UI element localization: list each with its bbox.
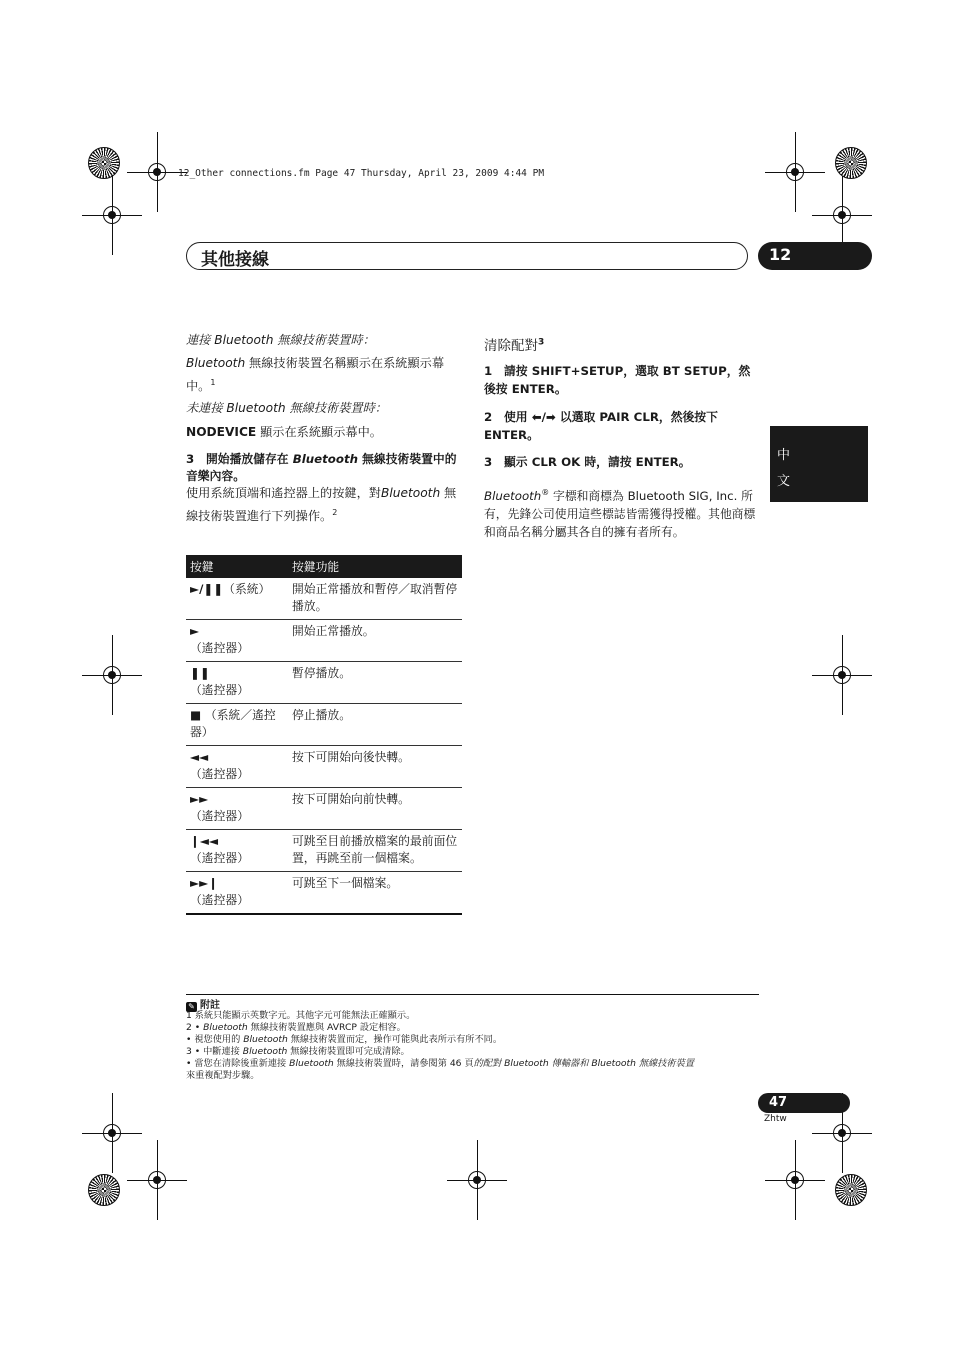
nodevice-line: NODEVICE 顯示在系統顯示幕中。 <box>186 425 382 439</box>
notes-divider <box>186 994 759 995</box>
table-row <box>186 620 462 662</box>
fast-forward-icon: ►► <box>190 792 209 806</box>
table-header-row <box>186 555 462 578</box>
table-cell-function: 按下可開始向後快轉。 <box>288 746 462 788</box>
page-title: 其他接線 <box>201 250 269 270</box>
connected-heading: 連接 Bluetooth 無線技術裝置時： <box>186 333 375 347</box>
print-wheel-mark <box>88 1174 120 1206</box>
table-cell-key: ►►❙ （遙控器） <box>186 872 288 915</box>
clear-pairing-heading: 清除配對$^3$ <box>484 337 545 354</box>
play-pause-icon: ►/❚❚ <box>190 582 224 596</box>
note-3-sub: • 當您在清除後重新連接 Bluetooth 無線技術裝置時，請參閱第 46 頁的配對 Bluetooth 傳輸器和 Bluetooth 無線技術裝置 <box>186 1058 694 1069</box>
notes-title: ✎ 附註 <box>186 996 220 1012</box>
note-2-sub: • 視您使用的 Bluetooth 無線技術裝置而定，操作可能與此表所示有所不同。 <box>186 1034 503 1045</box>
connected-body: Bluetooth 無線技術裝置名稱顯示在系統顯示幕中。$^1$ <box>186 356 445 394</box>
print-wheel-mark <box>835 147 867 179</box>
page-number: 47 <box>769 1095 788 1110</box>
table-row <box>186 872 462 915</box>
table-cell-function: 按下可開始向前快轉。 <box>288 788 462 830</box>
page-language-code: Zhtw <box>764 1114 787 1124</box>
clear-step-2: 2 使用 ⬅/➡ 以選取 PAIR CLR，然後按下 ENTER。 <box>484 410 718 442</box>
not-connected-heading: 未連接 Bluetooth 無線技術裝置時： <box>186 401 387 415</box>
table-row <box>186 662 462 704</box>
button-function-table <box>186 555 462 915</box>
clear-step-3: 3 顯示 CLR OK 時，請按 ENTER。 <box>484 455 691 469</box>
table-row <box>186 578 462 620</box>
language-tab-char-1: 中 <box>777 448 791 463</box>
print-wheel-mark <box>88 147 120 179</box>
skip-forward-icon: ►►❙ <box>190 876 219 890</box>
table-row <box>186 704 462 746</box>
skip-back-icon: ❙◄◄ <box>190 834 219 848</box>
table-header-function: 按鍵功能 <box>288 555 462 578</box>
file-header-line: 12_Other connections.fm Page 47 Thursday, April 23, 2009 4:44 PM <box>178 168 545 179</box>
note-3: 3 • 中斷連接 Bluetooth 無線技術裝置即可完成清除。 <box>186 1046 410 1057</box>
table-cell-key: ❙◄◄ （遙控器） <box>186 830 288 872</box>
table-cell-function: 開始正常播放。 <box>288 620 462 662</box>
table-header-key: 按鍵 <box>186 555 288 578</box>
table-row <box>186 830 462 872</box>
table-cell-function: 停止播放。 <box>288 704 462 746</box>
table-row <box>186 788 462 830</box>
table-cell-key: ►/❚❚（系統） <box>186 578 288 620</box>
step3-body: 使用系統頂端和遙控器上的按鍵，對Bluetooth 無線技術裝置進行下列操作。$^2$ <box>186 486 457 524</box>
table-cell-function: 可跳至下一個檔案。 <box>288 872 462 915</box>
table-cell-function: 開始正常播放和暫停／取消暫停播放。 <box>288 578 462 620</box>
note-2: 2 • Bluetooth 無線技術裝置應與 AVRCP 設定相容。 <box>186 1022 406 1033</box>
stop-icon: ■ <box>190 708 202 722</box>
note-1: 1 系統只能顯示英數字元。其他字元可能無法正確顯示。 <box>186 1010 416 1021</box>
table-cell-function: 暫停播放。 <box>288 662 462 704</box>
step3-heading: 3 開始播放儲存在 Bluetooth 無線技術裝置中的音樂內容。 <box>186 452 457 483</box>
table-row <box>186 746 462 788</box>
table-cell-key: ► （遙控器） <box>186 620 288 662</box>
chapter-number: 12 <box>769 245 792 264</box>
note-3-sub-cont: 來重複配對步驟。 <box>186 1070 260 1081</box>
print-wheel-mark <box>835 1174 867 1206</box>
table-cell-key: ►► （遙控器） <box>186 788 288 830</box>
clear-step-1: 1 請按 SHIFT+SETUP，選取 BT SETUP，然後按 ENTER。 <box>484 364 751 396</box>
trademark-notice: Bluetooth® 字標和商標為 Bluetooth SIG, Inc. 所有，先鋒公司使用這些標誌皆需獲得授權。其他商標和商品名稱分屬其各自的擁有者所有。 <box>484 488 756 539</box>
table-cell-function: 可跳至目前播放檔案的最前面位置，再跳至前一個檔案。 <box>288 830 462 872</box>
note-pencil-icon: ✎ <box>186 1002 197 1012</box>
language-tab-char-2: 文 <box>777 474 791 489</box>
table-cell-key: ❚❚ （遙控器） <box>186 662 288 704</box>
pause-icon: ❚❚ <box>190 666 210 680</box>
language-tab <box>770 426 868 502</box>
notes-list <box>186 1010 694 1082</box>
rewind-icon: ◄◄ <box>190 750 209 764</box>
play-icon: ► <box>190 624 200 638</box>
title-bar <box>186 242 748 270</box>
table-cell-key: ◄◄ （遙控器） <box>186 746 288 788</box>
table-cell-key: ■ （系統／遙控器） <box>186 704 288 746</box>
